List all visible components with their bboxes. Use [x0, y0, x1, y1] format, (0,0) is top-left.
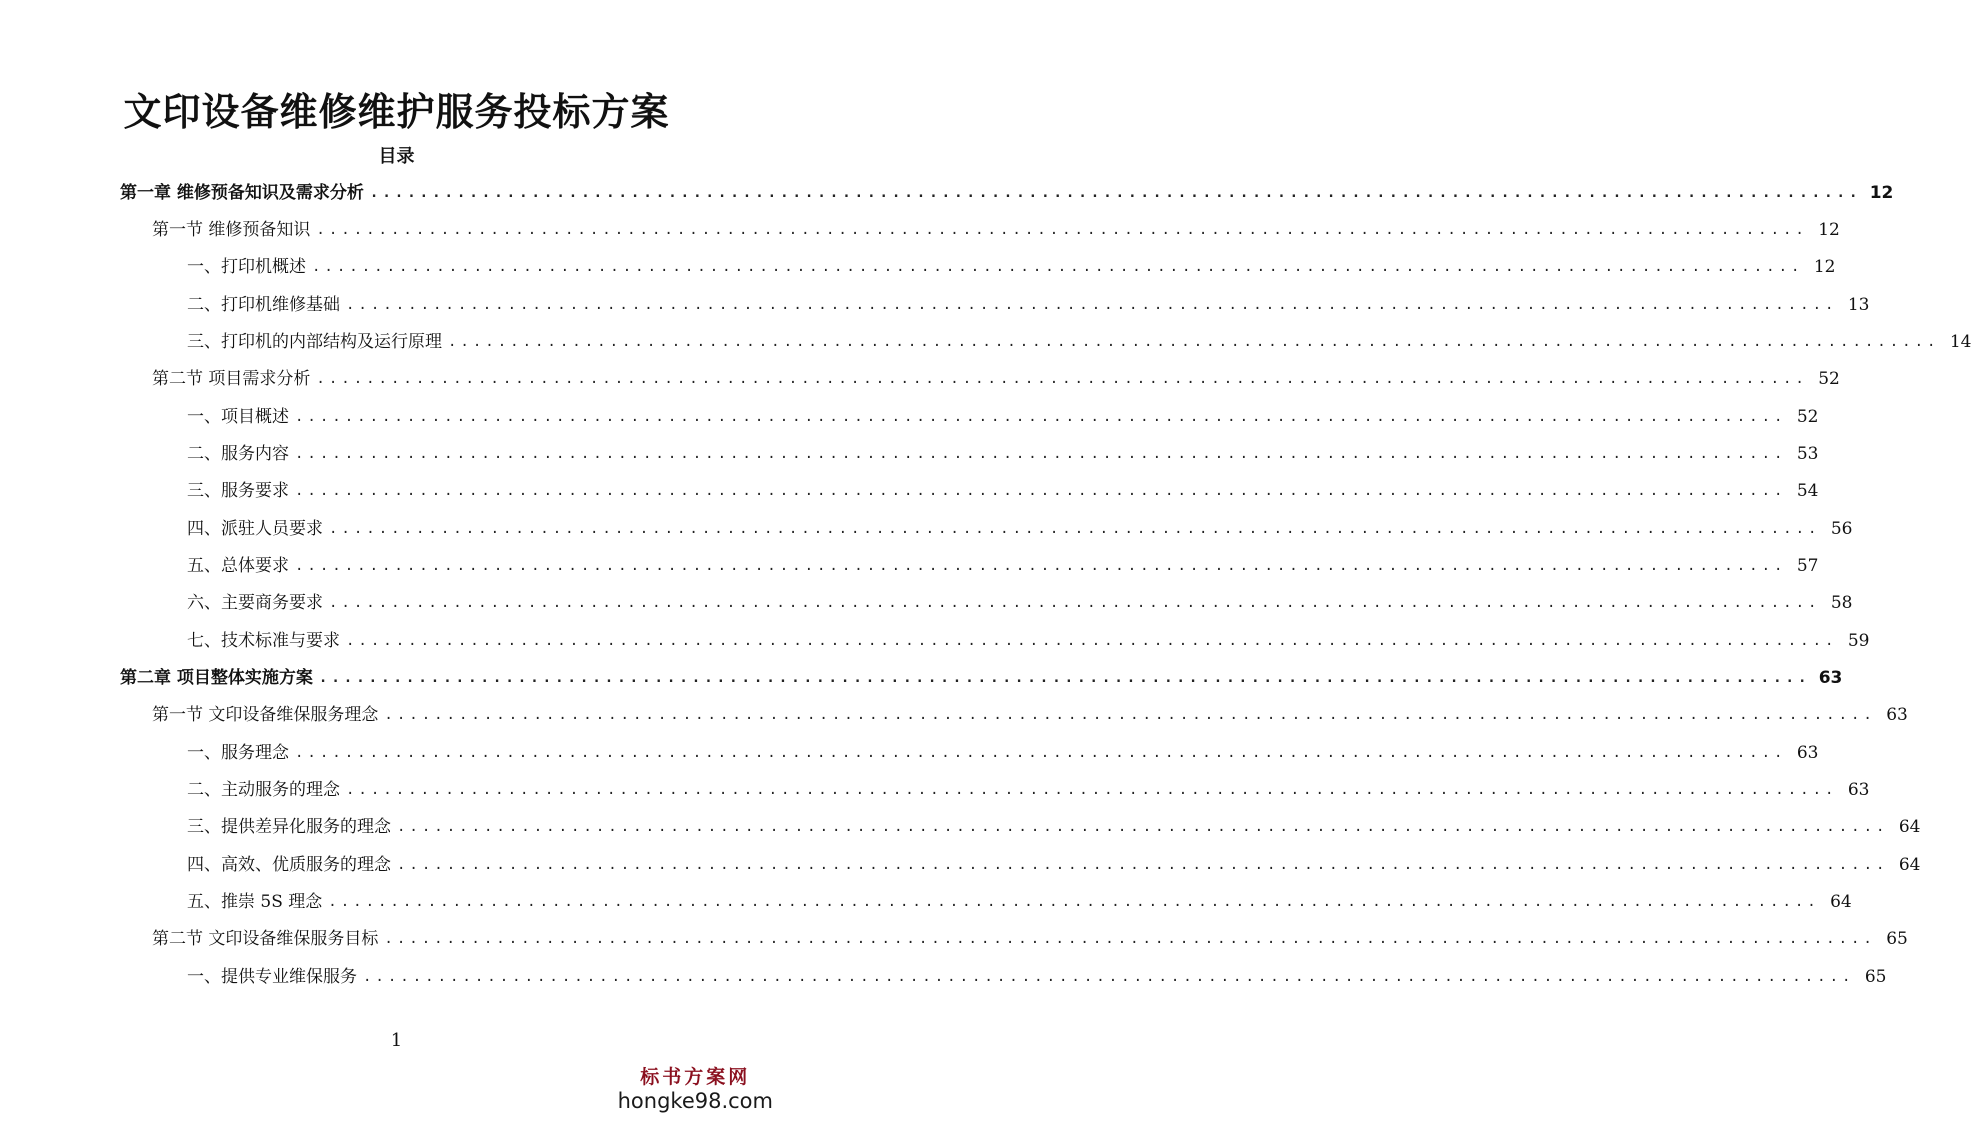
toc-page-number: 59 — [1847, 631, 1870, 651]
toc-item[interactable] — [187, 884, 1852, 920]
toc-label: 一、服务理念 — [187, 743, 289, 763]
watermark-url: hongke98.com — [617, 1089, 773, 1113]
toc-section-1-1[interactable] — [152, 212, 1840, 248]
toc-label: 第一节 文印设备维保服务理念 — [152, 705, 379, 725]
dot-leader: ........................................................................................................................ — [316, 371, 1808, 387]
toc-page-number: 56 — [1830, 519, 1853, 539]
watermark-name: 标书方案网 — [640, 1066, 751, 1088]
toc-page-number: 52 — [1796, 407, 1819, 427]
dot-leader: ........................................................................................................................ — [295, 483, 1787, 499]
toc-page-number: 63 — [1818, 668, 1843, 688]
page-title: 文印设备维修维护服务投标方案 — [123, 90, 670, 134]
toc-label: 四、高效、优质服务的理念 — [187, 855, 391, 875]
page-number: 1 — [390, 1030, 403, 1051]
toc-item[interactable] — [187, 249, 1836, 285]
watermark-logo — [618, 1066, 773, 1114]
toc-label: 一、提供专业维保服务 — [187, 967, 357, 987]
toc-label: 七、技术标准与要求 — [187, 631, 340, 651]
toc-page-number: 64 — [1898, 817, 1921, 837]
dot-leader: ........................................................................................................................ — [295, 558, 1787, 574]
dot-leader: ........................................................................................................................ — [295, 409, 1787, 425]
toc-item[interactable] — [187, 809, 1921, 845]
dot-leader: ........................................................................................................................ — [369, 185, 1862, 201]
dot-leader: ........................................................................................................................ — [384, 931, 1876, 947]
toc-label: 第二章 项目整体实施方案 — [120, 668, 313, 688]
dot-leader: ........................................................................................................................ — [384, 707, 1876, 723]
toc-label: 二、主动服务的理念 — [187, 780, 340, 800]
toc-page-number: 12 — [1869, 183, 1894, 203]
toc-page-number: 13 — [1847, 295, 1870, 315]
toc-label: 三、打印机的内部结构及运行原理 — [187, 332, 442, 352]
dot-leader: ........................................................................................................................ — [346, 633, 1838, 649]
toc-item[interactable] — [187, 399, 1819, 435]
toc-label: 四、派驻人员要求 — [187, 519, 323, 539]
toc-page-number: 57 — [1796, 556, 1819, 576]
toc-label: 五、总体要求 — [187, 556, 289, 576]
dot-leader: ........................................................................................................................ — [329, 595, 1821, 611]
toc-page-number: 12 — [1813, 257, 1836, 277]
toc-label: 第一章 维修预备知识及需求分析 — [120, 183, 364, 203]
toc-item[interactable] — [187, 548, 1819, 584]
toc-heading: 目录 — [378, 146, 415, 167]
toc-item[interactable] — [187, 287, 1870, 323]
toc-item[interactable] — [187, 436, 1819, 472]
toc-item[interactable] — [187, 473, 1819, 509]
toc-section-2-2[interactable] — [152, 921, 1908, 957]
toc-page-number: 58 — [1830, 593, 1853, 613]
toc-chapter-2[interactable] — [120, 660, 1843, 696]
toc-section-2-1[interactable] — [152, 697, 1908, 733]
dot-leader: ........................................................................................................................ — [397, 857, 1889, 873]
dot-leader: ........................................................................................................................ — [363, 969, 1855, 985]
toc-chapter-1[interactable] — [120, 175, 1894, 211]
toc-section-1-2[interactable] — [152, 361, 1840, 397]
toc-page-number: 52 — [1818, 369, 1840, 389]
dot-leader: ........................................................................................................................ — [328, 894, 1820, 910]
toc-label: 五、推崇 5S 理念 — [187, 892, 323, 912]
dot-leader: ........................................................................................................................ — [295, 745, 1787, 761]
toc-page-number: 65 — [1886, 929, 1908, 949]
toc-page-number: 64 — [1898, 855, 1921, 875]
toc-item[interactable] — [187, 623, 1870, 659]
toc-label: 第二节 项目需求分析 — [152, 369, 311, 389]
dot-leader: ........................................................................................................................ — [318, 670, 1811, 686]
toc-item[interactable] — [187, 735, 1819, 771]
toc-label: 三、提供差异化服务的理念 — [187, 817, 391, 837]
toc-label: 一、打印机概述 — [187, 257, 306, 277]
dot-leader: ........................................................................................................................ — [295, 446, 1787, 462]
dot-leader: ........................................................................................................................ — [346, 297, 1838, 313]
toc-label: 二、打印机维修基础 — [187, 295, 340, 315]
dot-leader: ........................................................................................................................ — [448, 334, 1940, 350]
dot-leader: ........................................................................................................................ — [329, 521, 1821, 537]
toc-page-number: 64 — [1830, 892, 1852, 912]
toc-page-number: 53 — [1796, 444, 1819, 464]
toc-label: 第一节 维修预备知识 — [152, 220, 311, 240]
toc-item[interactable] — [187, 585, 1853, 621]
dot-leader: ........................................................................................................................ — [346, 782, 1838, 798]
toc-label: 一、项目概述 — [187, 407, 289, 427]
toc-item[interactable] — [187, 772, 1870, 808]
toc-item[interactable] — [187, 959, 1887, 995]
toc-page-number: 63 — [1847, 780, 1870, 800]
toc-page-number: 14 — [1949, 332, 1971, 352]
toc-page-number: 12 — [1818, 220, 1840, 240]
toc-page-number: 54 — [1796, 481, 1819, 501]
toc-page-number: 63 — [1886, 705, 1908, 725]
dot-leader: ........................................................................................................................ — [312, 259, 1804, 275]
toc-item[interactable] — [187, 847, 1921, 883]
toc-label: 第二节 文印设备维保服务目标 — [152, 929, 379, 949]
dot-leader: ........................................................................................................................ — [397, 819, 1889, 835]
toc-item[interactable] — [187, 324, 1971, 360]
toc-item[interactable] — [187, 511, 1853, 547]
toc-label: 三、服务要求 — [187, 481, 289, 501]
toc-page-number: 63 — [1796, 743, 1819, 763]
toc-label: 六、主要商务要求 — [187, 593, 323, 613]
toc-page-number: 65 — [1864, 967, 1887, 987]
dot-leader: ........................................................................................................................ — [316, 222, 1808, 238]
toc-label: 二、服务内容 — [187, 444, 289, 464]
